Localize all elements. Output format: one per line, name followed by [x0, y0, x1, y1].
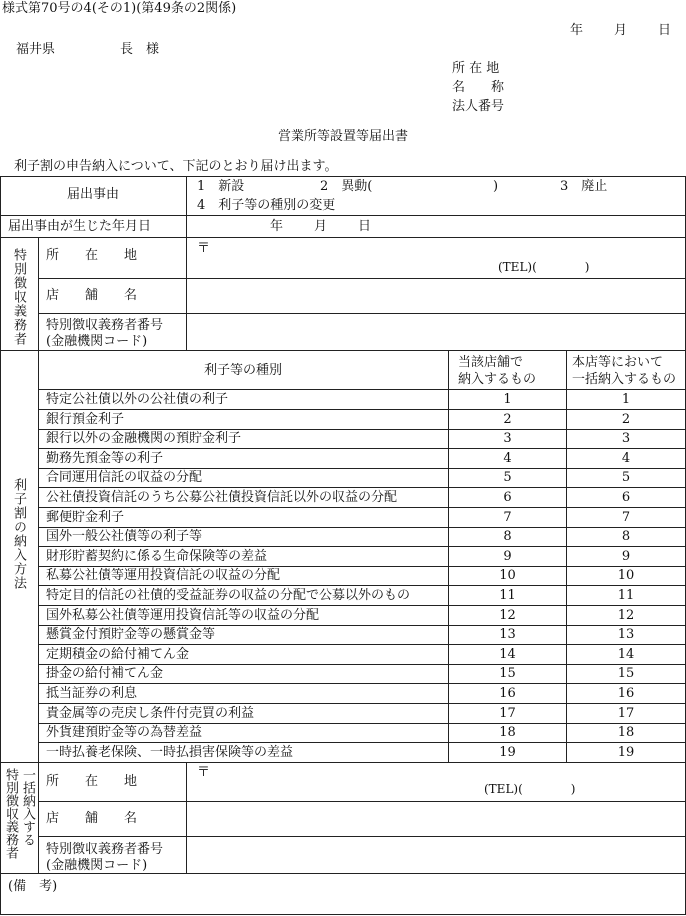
applicant-corp-number-label: 法人番号: [452, 99, 505, 114]
interest-type-label: 特定公社債以外の公社債の利子: [46, 392, 229, 407]
interest-type-label: 私募公社債等運用投資信託の収益の分配: [46, 568, 281, 583]
bulk-postal-mark: 〒: [197, 765, 211, 780]
header-date-day: 日: [658, 23, 672, 38]
this-store-option[interactable]: 11: [499, 588, 516, 603]
head-office-option[interactable]: 4: [621, 451, 631, 466]
rule-bulk-address-bottom: [38, 801, 686, 802]
interest-type-label: 外貨建預貯金等の為替差益: [46, 725, 203, 740]
reason-label: 届出事由: [66, 187, 119, 202]
special-number-sublabel: (金融機関コード): [46, 334, 148, 349]
rule-vertical-label-divider: [38, 237, 39, 873]
col-head-office-header-1: 本店等において: [572, 355, 664, 370]
interest-type-label: 定期積金の給付補てん金: [46, 647, 190, 662]
reason-option-change-close: ): [493, 179, 499, 194]
interest-type-label: 銀行以外の金融機関の預貯金利子: [46, 431, 242, 446]
head-office-option[interactable]: 11: [617, 588, 635, 603]
head-office-option[interactable]: 14: [617, 647, 635, 662]
rule-special-store-bottom: [38, 313, 686, 314]
special-number-label: 特別徴収義務者番号: [46, 318, 164, 333]
head-office-option[interactable]: 12: [617, 608, 635, 623]
special-address-label: 所 在 地: [46, 248, 138, 263]
this-store-option[interactable]: 1: [503, 392, 512, 407]
rule-table-row: [38, 683, 686, 684]
rule-col-label-divider-bottom: [186, 762, 187, 873]
reason-date-month: 月: [314, 219, 328, 234]
bulk-number-label: 特別徴収義務者番号: [46, 842, 164, 857]
interest-type-label: 特定目的信託の社債的受益証券の収益の分配で公募以外のもの: [46, 588, 411, 603]
this-store-option[interactable]: 3: [503, 431, 512, 446]
this-store-option[interactable]: 10: [499, 568, 516, 583]
interest-type-label: 公社債投資信託のうち公募公社債投資信託以外の収益の分配: [46, 490, 398, 505]
this-store-option[interactable]: 16: [499, 686, 516, 701]
special-tel[interactable]: (TEL)( ): [498, 260, 590, 274]
rule-table-row: [38, 566, 686, 567]
head-office-option[interactable]: 16: [617, 686, 635, 701]
rule-table-row: [38, 664, 686, 665]
bulk-collector-vertical-label-2: 一括納入する: [20, 768, 35, 846]
rule-table-row: [38, 429, 686, 430]
intro-text: 利子割の申告納入について、下記のとおり届け出ます。: [14, 159, 338, 174]
interest-type-label: 合同運用信託の収益の分配: [46, 470, 203, 485]
header-date-month: 月: [614, 23, 628, 38]
rule-reason-bottom: [0, 215, 686, 216]
head-office-option[interactable]: 17: [617, 706, 635, 721]
rule-bulk-bottom: [0, 873, 686, 874]
interest-type-label: 勤務先預金等の利子: [46, 451, 164, 466]
head-office-option[interactable]: 3: [621, 431, 631, 446]
bulk-tel[interactable]: (TEL)( ): [484, 782, 576, 796]
col-this-store-header-1: 当該店舗で: [458, 355, 524, 370]
reason-option-type-change[interactable]: 4 利子等の種別の変更: [197, 198, 336, 213]
this-store-option[interactable]: 18: [499, 725, 516, 740]
rule-table-row: [38, 468, 686, 469]
special-store-label: 店 舗 名: [46, 288, 138, 303]
rule-table-bottom: [0, 762, 686, 763]
rule-table-row: [38, 546, 686, 547]
applicant-address-label: 所 在 地: [452, 61, 500, 76]
this-store-option[interactable]: 4: [503, 451, 512, 466]
bulk-collector-vertical-label-1: 特別徴収義務者: [3, 768, 18, 859]
col-this-store-header-2: 納入するもの: [458, 372, 537, 387]
interest-type-label: 財形貯蓄契約に係る生命保険等の差益: [46, 549, 268, 564]
interest-type-label: 郵便貯金利子: [46, 510, 125, 525]
this-store-option[interactable]: 9: [503, 549, 512, 564]
this-store-option[interactable]: 19: [499, 745, 516, 760]
interest-type-label: 国外私募公社債等運用投資信託等の収益の分配: [46, 608, 320, 623]
rule-table-col2: [566, 350, 567, 762]
rule-special-address-bottom: [38, 278, 686, 279]
bulk-store-label: 店 舗 名: [46, 811, 138, 826]
head-office-option[interactable]: 7: [621, 510, 631, 525]
rule-table-row: [38, 448, 686, 449]
this-store-option[interactable]: 7: [503, 510, 512, 525]
rule-table-row: [38, 487, 686, 488]
rule-table-col1: [448, 350, 449, 762]
head-office-option[interactable]: 1: [621, 392, 631, 407]
rule-table-row: [38, 585, 686, 586]
reason-option-abolish[interactable]: 3 廃止: [560, 179, 608, 194]
rule-bulk-store-bottom: [38, 836, 686, 837]
rule-left-border: [0, 176, 1, 915]
this-store-option[interactable]: 13: [499, 627, 516, 642]
rule-table-row: [38, 409, 686, 410]
reason-option-new[interactable]: 1 新設: [197, 179, 245, 194]
bulk-address-label: 所 在 地: [46, 774, 138, 789]
interest-type-label: 掛金の給付補てん金: [46, 666, 164, 681]
this-store-option[interactable]: 15: [499, 666, 516, 681]
reason-date-day: 日: [358, 219, 372, 234]
head-office-option[interactable]: 8: [621, 529, 631, 544]
head-office-option[interactable]: 9: [621, 549, 631, 564]
rule-table-row: [38, 527, 686, 528]
head-office-option[interactable]: 2: [621, 412, 631, 427]
interest-type-header: 利子等の種別: [203, 363, 282, 378]
special-postal-mark: 〒: [197, 241, 211, 256]
applicant-name-label: 名 称: [452, 80, 505, 95]
head-office-option[interactable]: 18: [617, 725, 635, 740]
this-store-option[interactable]: 17: [499, 706, 516, 721]
reason-date-label: 届出事由が生じた年月日: [8, 219, 152, 234]
rule-col-label-divider-top: [186, 176, 187, 350]
form-number: 様式第70号の4(その1)(第49条の2関係): [2, 1, 237, 16]
this-store-option[interactable]: 5: [503, 470, 512, 485]
reason-date-year: 年: [270, 219, 284, 234]
rule-special-bottom: [0, 350, 686, 351]
head-office-option[interactable]: 10: [617, 568, 635, 583]
head-office-option[interactable]: 19: [617, 745, 635, 760]
interest-type-label: 懸賞金付預貯金等の懸賞金等: [46, 627, 216, 642]
interest-type-label: 抵当証券の利息: [46, 686, 138, 701]
head-office-option[interactable]: 15: [617, 666, 635, 681]
interest-type-label: 国外一般公社債等の利子等: [46, 529, 203, 544]
reason-option-change[interactable]: 2 異動(: [320, 179, 373, 194]
rule-table-header-bottom: [38, 389, 686, 390]
rule-table-row: [38, 742, 686, 743]
rule-table-row: [38, 703, 686, 704]
rule-table-row: [38, 625, 686, 626]
rule-table-row: [38, 644, 686, 645]
payment-method-vertical-label: 利子割の納入方法: [11, 478, 26, 590]
remarks-label: (備 考): [8, 879, 58, 894]
interest-type-label: 一時払養老保険、一時払損害保険等の差益: [46, 745, 294, 760]
rule-table-row: [38, 605, 686, 606]
col-head-office-header-2: 一括納入するもの: [572, 372, 677, 387]
rule-page-bottom: [0, 914, 686, 915]
rule-table-row: [38, 507, 686, 508]
this-store-option[interactable]: 8: [503, 529, 512, 544]
document-title: 営業所等設置等届出書: [277, 129, 408, 144]
head-office-option[interactable]: 6: [621, 490, 631, 505]
this-store-option[interactable]: 6: [503, 490, 512, 505]
this-store-option[interactable]: 12: [499, 608, 516, 623]
head-office-option[interactable]: 5: [621, 470, 631, 485]
rule-table-row: [38, 723, 686, 724]
this-store-option[interactable]: 2: [503, 412, 512, 427]
this-store-option[interactable]: 14: [499, 647, 516, 662]
header-date-year: 年: [570, 23, 584, 38]
special-collector-vertical-label: 特別徴収義務者: [11, 248, 26, 346]
rule-reason-top: [0, 176, 686, 177]
rule-date-bottom: [0, 237, 686, 238]
head-office-option[interactable]: 13: [617, 627, 635, 642]
interest-type-label: 貴金属等の売戻し条件付売買の利益: [46, 706, 255, 721]
bulk-number-sublabel: (金融機関コード): [46, 858, 148, 873]
governor-salutation: 長 様: [120, 42, 160, 57]
interest-type-label: 銀行預金利子: [46, 412, 125, 427]
prefecture-name: 福井県: [16, 42, 56, 57]
